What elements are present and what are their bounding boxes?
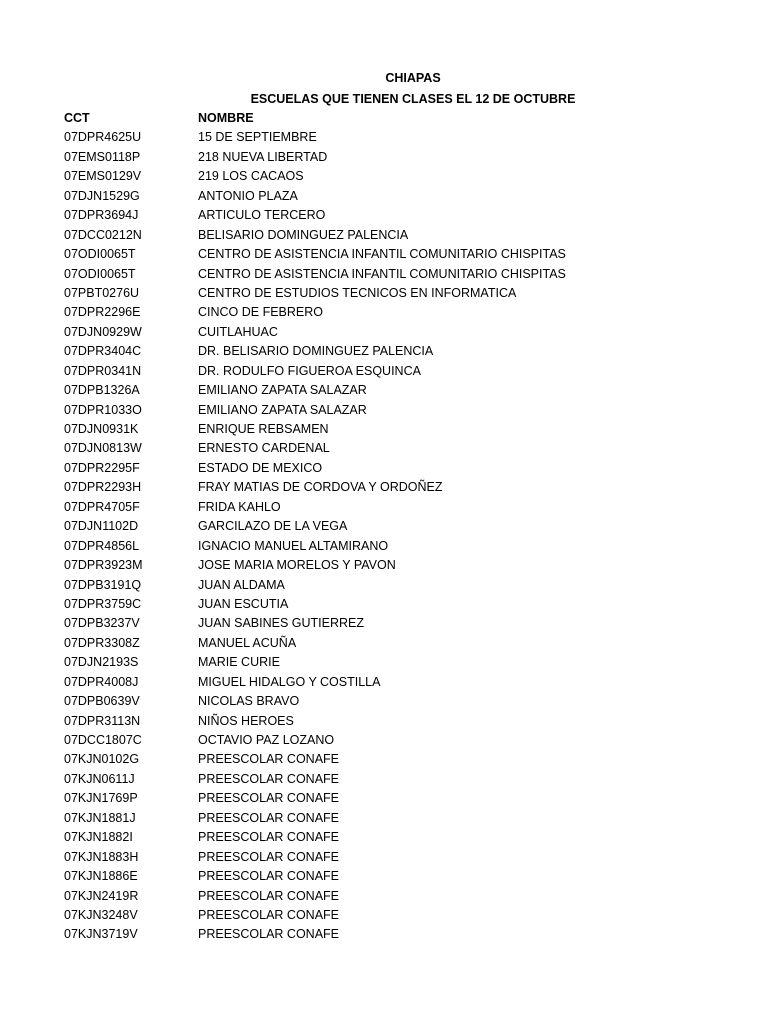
cct-cell: 07DPB1326A xyxy=(64,383,140,398)
nombre-cell: PREESCOLAR CONAFE xyxy=(198,869,340,884)
cct-cell: 07DPR3308Z xyxy=(64,635,140,650)
nombre-cell: JUAN ALDAMA xyxy=(198,577,285,592)
nombre-cell: PREESCOLAR CONAFE xyxy=(198,752,340,767)
cct-cell: 07DPB3191Q xyxy=(64,577,142,592)
cct-cell: 07DPR3759C xyxy=(64,596,142,611)
nombre-cell: OCTAVIO PAZ LOZANO xyxy=(198,733,335,747)
nombre-cell: EMILIANO ZAPATA SALAZAR xyxy=(198,402,367,417)
cct-cell: 07DPR3694J xyxy=(64,208,139,223)
table-row xyxy=(64,809,704,828)
table-row xyxy=(64,614,704,633)
table-row xyxy=(64,653,704,672)
nombre-cell: EMILIANO ZAPATA SALAZAR xyxy=(198,383,367,398)
nombre-cell: ERNESTO CARDENAL xyxy=(198,441,330,456)
table-row xyxy=(64,517,704,536)
cct-cell: 07KJN1881J xyxy=(64,810,136,825)
cct-cell: 07EMS0118P xyxy=(64,149,141,164)
table-row xyxy=(64,381,704,400)
nombre-cell: IGNACIO MANUEL ALTAMIRANO xyxy=(198,538,389,553)
table-row xyxy=(64,750,704,769)
nombre-cell: GARCILAZO DE LA VEGA xyxy=(198,519,348,534)
cct-cell: 07KJN2419R xyxy=(64,888,139,903)
cct-cell: 07EMS0129V xyxy=(64,169,142,184)
cct-cell: 07DPR3113N xyxy=(64,713,141,728)
nombre-cell: PREESCOLAR CONAFE xyxy=(198,771,340,786)
cct-cell: 07DJN0931K xyxy=(64,422,139,436)
cct-cell: 07DPR0341N xyxy=(64,363,142,378)
table-row xyxy=(64,634,704,653)
nombre-cell: CENTRO DE ASISTENCIA INFANTIL COMUNITARIO CHISPITAS xyxy=(198,266,566,281)
table-row xyxy=(64,906,704,925)
cct-cell: 07DPB0639V xyxy=(64,694,140,709)
nombre-cell: FRIDA KAHLO xyxy=(198,499,281,514)
cct-cell: 07KJN0611J xyxy=(64,771,135,786)
nombre-cell: ARTICULO TERCERO xyxy=(198,208,326,223)
cct-cell: 07DPR4008J xyxy=(64,674,139,689)
table-row xyxy=(64,867,704,886)
cct-cell: 07DPR2293H xyxy=(64,480,142,495)
cct-cell: 07KJN1882I xyxy=(64,830,133,845)
column-header-nombre: NOMBRE xyxy=(198,111,254,125)
cct-cell: 07DPR2295F xyxy=(64,460,140,475)
table-row xyxy=(64,226,704,245)
cct-cell: 07KJN1883H xyxy=(64,849,139,864)
nombre-cell: PREESCOLAR CONAFE xyxy=(198,830,340,845)
cct-cell: 07ODI0065T xyxy=(64,266,136,281)
nombre-cell: 15 DE SEPTIEMBRE xyxy=(198,130,317,145)
nombre-cell: PREESCOLAR CONAFE xyxy=(198,888,340,903)
table-row xyxy=(64,828,704,847)
nombre-cell: 218 NUEVA LIBERTAD xyxy=(198,149,328,164)
table-header-row xyxy=(64,109,704,128)
table-row xyxy=(64,303,704,322)
cct-cell: 07DPR4856L xyxy=(64,538,140,553)
table-row xyxy=(64,731,704,750)
nombre-cell: DR. RODULFO FIGUEROA ESQUINCA xyxy=(198,363,421,378)
cct-cell: 07KJN3719V xyxy=(64,927,138,942)
table-row xyxy=(64,206,704,225)
table-row xyxy=(64,556,704,575)
table-row xyxy=(64,712,704,731)
cct-cell: 07DPR3404C xyxy=(64,344,142,359)
table-row xyxy=(64,439,704,458)
table-row xyxy=(64,887,704,906)
nombre-cell: 219 LOS CACAOS xyxy=(198,169,304,184)
nombre-cell: MIGUEL HIDALGO Y COSTILLA xyxy=(198,674,381,689)
table-row xyxy=(64,478,704,497)
nombre-cell: JUAN ESCUTIA xyxy=(198,596,289,611)
table-row xyxy=(64,284,704,303)
nombre-cell: CENTRO DE ASISTENCIA INFANTIL COMUNITARIO CHISPITAS xyxy=(198,247,566,262)
document-subtitle: ESCUELAS QUE TIENEN CLASES EL 12 DE OCTUBRE xyxy=(250,92,576,106)
table-row xyxy=(64,323,704,342)
nombre-cell: MARIE CURIE xyxy=(198,655,280,670)
table-row xyxy=(64,537,704,556)
table-row xyxy=(64,148,704,167)
cct-cell: 07DJN1529G xyxy=(64,188,140,203)
document-title: CHIAPAS xyxy=(385,71,441,85)
nombre-cell: BELISARIO DOMINGUEZ PALENCIA xyxy=(198,227,409,242)
cct-cell: 07DPB3237V xyxy=(64,616,140,631)
nombre-cell: CINCO DE FEBRERO xyxy=(198,305,324,320)
nombre-cell: CUITLAHUAC xyxy=(198,324,278,339)
nombre-cell: ANTONIO PLAZA xyxy=(198,188,298,203)
cct-cell: 07DPR4625U xyxy=(64,130,142,145)
schools-table xyxy=(64,109,704,945)
nombre-cell: CENTRO DE ESTUDIOS TECNICOS EN INFORMATICA xyxy=(198,285,517,300)
table-row xyxy=(64,342,704,361)
nombre-cell: PREESCOLAR CONAFE xyxy=(198,791,340,806)
nombre-cell: NICOLAS BRAVO xyxy=(198,694,300,709)
table-row xyxy=(64,925,704,944)
cct-cell: 07KJN0102G xyxy=(64,752,140,767)
nombre-cell: PREESCOLAR CONAFE xyxy=(198,927,340,942)
nombre-cell: FRAY MATIAS DE CORDOVA Y ORDOÑEZ xyxy=(198,480,443,495)
cct-cell: 07DPR3923M xyxy=(64,558,143,573)
column-header-cct: CCT xyxy=(64,111,90,125)
cct-cell: 07DJN0929W xyxy=(64,324,142,339)
table-row xyxy=(64,595,704,614)
table-row xyxy=(64,187,704,206)
cct-cell: 07KJN1769P xyxy=(64,791,138,806)
cct-cell: 07DPR1033O xyxy=(64,402,142,417)
nombre-cell: MANUEL ACUÑA xyxy=(198,635,297,650)
table-row xyxy=(64,673,704,692)
nombre-cell: PREESCOLAR CONAFE xyxy=(198,907,340,922)
table-row xyxy=(64,692,704,711)
cct-cell: 07DJN1102D xyxy=(64,519,139,534)
nombre-cell: DR. BELISARIO DOMINGUEZ PALENCIA xyxy=(198,344,434,359)
table-row xyxy=(64,420,704,439)
cct-cell: 07DJN2193S xyxy=(64,655,139,670)
table-row xyxy=(64,245,704,264)
nombre-cell: JOSE MARIA MORELOS Y PAVON xyxy=(198,558,396,573)
table-row xyxy=(64,401,704,420)
table-row xyxy=(64,167,704,186)
cct-cell: 07KJN3248V xyxy=(64,907,138,922)
cct-cell: 07DCC1807C xyxy=(64,733,142,747)
table-row xyxy=(64,498,704,517)
cct-cell: 07ODI0065T xyxy=(64,247,136,262)
table-row xyxy=(64,576,704,595)
table-row xyxy=(64,789,704,808)
table-row xyxy=(64,362,704,381)
cct-cell: 07DPR4705F xyxy=(64,499,140,514)
cct-cell: 07DPR2296E xyxy=(64,305,141,320)
table-row xyxy=(64,459,704,478)
table-row xyxy=(64,770,704,789)
cct-cell: 07PBT0276U xyxy=(64,285,140,300)
cct-cell: 07KJN1886E xyxy=(64,869,138,884)
nombre-cell: PREESCOLAR CONAFE xyxy=(198,849,340,864)
table-row xyxy=(64,128,704,147)
nombre-cell: NIÑOS HEROES xyxy=(198,713,294,728)
nombre-cell: JUAN SABINES GUTIERREZ xyxy=(198,616,364,631)
table-row xyxy=(64,265,704,284)
cct-cell: 07DCC0212N xyxy=(64,227,142,242)
table-row xyxy=(64,848,704,867)
nombre-cell: ENRIQUE REBSAMEN xyxy=(198,422,329,436)
nombre-cell: ESTADO DE MEXICO xyxy=(198,460,323,475)
cct-cell: 07DJN0813W xyxy=(64,441,142,456)
nombre-cell: PREESCOLAR CONAFE xyxy=(198,810,340,825)
